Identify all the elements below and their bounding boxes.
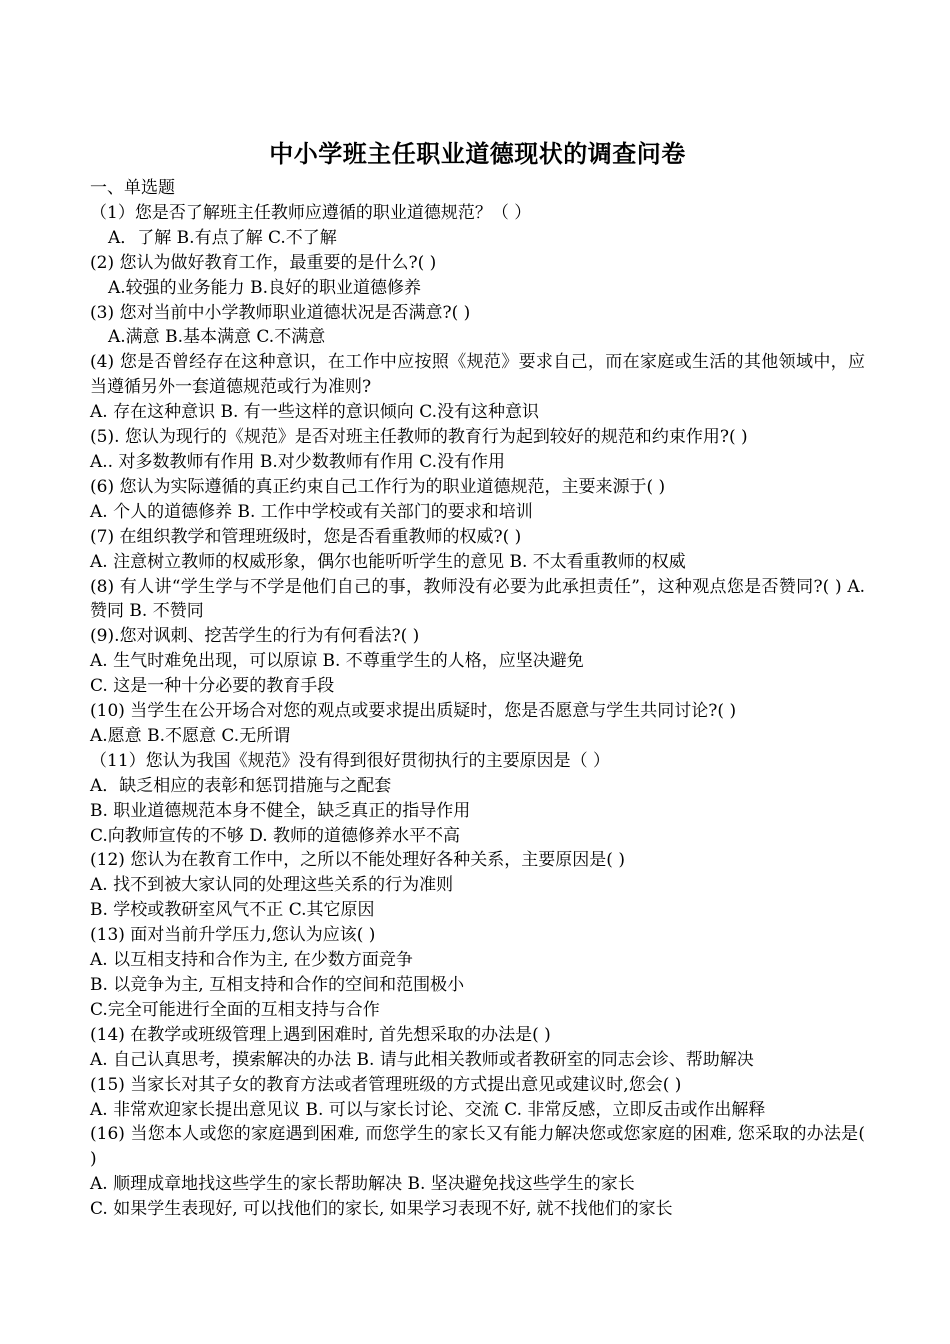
text-line: (2) 您认为做好教育工作，最重要的是什么?( ) [90,252,437,273]
text-line: （11）您认为我国《规范》没有得到很好贯彻执行的主要原因是（ ） [90,750,611,771]
text-line: A.满意 B.基本满意 C.不满意 [108,327,326,348]
questionnaire-body [90,176,865,1222]
text-line: C.向教师宣传的不够 D. 教师的道德修养水平不高 [90,825,461,846]
text-line: C.完全可能进行全面的互相支持与合作 [90,999,380,1020]
text-line: (4) 您是否曾经存在这种意识，在工作中应按照《规范》要求自己，而在家庭或生活的其他领域中，应当遵循另外一套道德规范或行为准则? [90,352,865,398]
text-line: C. 这是一种十分必要的教育手段 [90,676,335,697]
text-line: A. 非常欢迎家长提出意见议 B. 可以与家长讨论、交流 C. 非常反感，立即反击或作出解释 [90,1099,766,1120]
text-line: (3) 您对当前中小学教师职业道德状况是否满意?( ) [90,302,471,323]
text-line: A. 找不到被大家认同的处理这些关系的行为准则 [90,875,454,896]
text-line: A. 个人的道德修养 B. 工作中学校或有关部门的要求和培训 [90,501,533,522]
text-line: (9).您对讽刺、挖苦学生的行为有何看法?( ) [90,626,420,647]
text-line: A. 注意树立教师的权威形象，偶尔也能听听学生的意见 B. 不太看重教师的权威 [90,551,686,572]
document-title: 中小学班主任职业道德现状的调查问卷 [269,139,686,168]
text-line: A.较强的业务能力 B.良好的职业道德修养 [108,277,421,298]
text-line: A. 以互相支持和合作为主, 在少数方面竞争 [90,950,413,971]
text-line: A.. 对多数教师有作用 B.对少数教师有作用 C.没有作用 [90,451,505,472]
text-line: 一、单选题 [90,178,175,198]
text-line: B. 职业道德规范本身不健全，缺乏真正的指导作用 [90,800,471,821]
text-line: (7) 在组织教学和管理班级时，您是否看重教师的权威?( ) [90,526,522,547]
text-line: A.愿意 B.不愿意 C.无所谓 [90,725,291,746]
text-line: B. 学校或教研室风气不正 C.其它原因 [90,900,375,921]
text-line: (15) 当家长对其子女的教育方法或者管理班级的方式提出意见或建议时,您会( ) [90,1074,682,1095]
text-line: C. 如果学生表现好, 可以找他们的家长, 如果学习表现不好, 就不找他们的家长 [90,1199,673,1220]
text-line: A．了解 B.有点了解 C.不了解 [108,227,337,248]
text-line: (14) 在教学或班级管理上遇到困难时, 首先想采取的办法是( ) [90,1024,551,1045]
document-page [90,138,865,1222]
text-line: (16) 当您本人或您的家庭遇到困难, 而您学生的家长又有能力解决您或您家庭的困难, 您采取的办法是( ) [90,1124,865,1170]
text-line: (10) 当学生在公开场合对您的观点或要求提出质疑时，您是否愿意与学生共同讨论?( ) [90,701,737,722]
text-line: A．缺乏相应的表彰和惩罚措施与之配套 [90,775,392,796]
text-line: A. 存在这种意识 B. 有一些这样的意识倾向 C.没有这种意识 [90,402,539,423]
text-line: (6) 您认为实际遵循的真正约束自己工作行为的职业道德规范，主要来源于( ) [90,476,666,497]
text-line: B. 以竞争为主, 互相支持和合作的空间和范围极小 [90,975,465,995]
text-line: (5). 您认为现行的《规范》是否对班主任教师的教育行为起到较好的规范和约束作用?( ) [90,427,748,448]
text-line: (12) 您认为在教育工作中，之所以不能处理好各种关系，主要原因是( ) [90,850,625,871]
text-line: (8) 有人讲“学生学与不学是他们自己的事，教师没有必要为此承担责任”，这种观点您是否赞同?( ) A. 赞同 B. 不赞同 [90,576,865,622]
text-line: A. 自己认真思考，摸索解决的办法 B. 请与此相关教师或者教研室的同志会诊、帮助解决 [90,1049,754,1070]
text-line: A. 生气时难免出现，可以原谅 B. 不尊重学生的人格，应坚决避免 [90,651,584,672]
text-line: A. 顺理成章地找这些学生的家长帮助解决 B. 坚决避免找这些学生的家长 [90,1174,635,1195]
text-line: （1）您是否了解班主任教师应遵循的职业道德规范？（ ） [90,202,532,223]
text-line: (13) 面对当前升学压力,您认为应该( ) [90,925,376,946]
